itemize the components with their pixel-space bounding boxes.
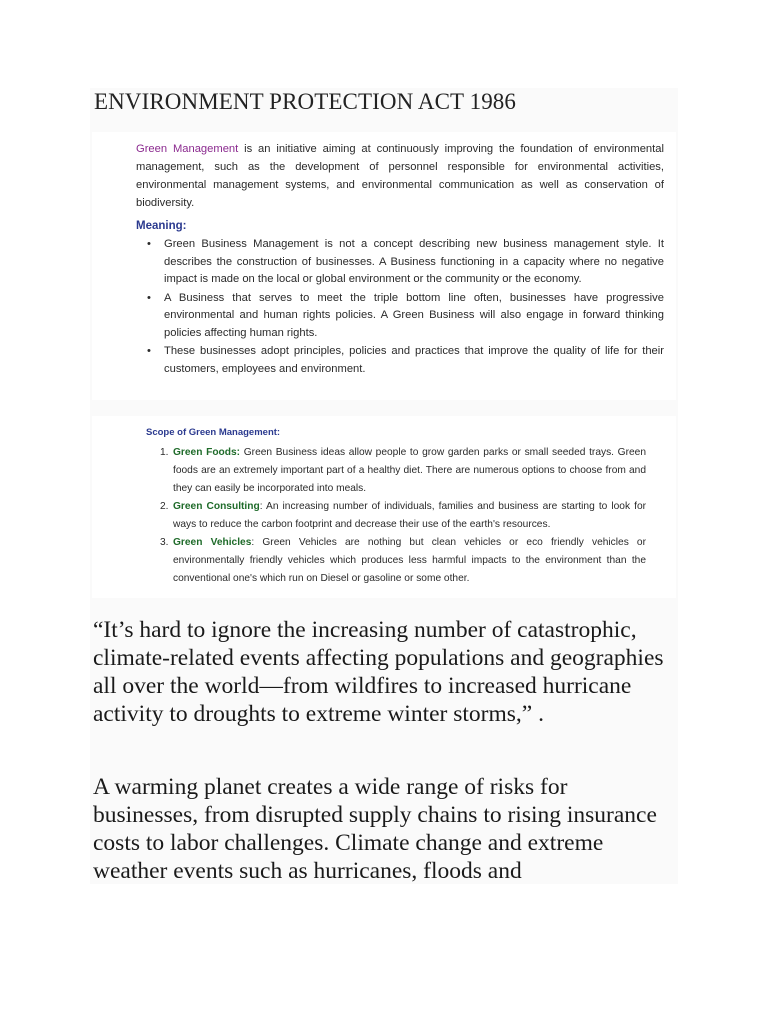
intro-paragraph: [136, 140, 664, 212]
bullet-icon: •: [147, 238, 151, 250]
quote-paragraph: “It’s hard to ignore the increasing number of catastrophic, climate-related events affecting populations and geographies all over the world—from wildfires to increased hurricane activity to droughts to extreme winter storms,” .: [93, 617, 664, 727]
scope-list: [160, 444, 646, 588]
list-number: 2.: [160, 501, 169, 512]
list-item-label: Green Vehicles: [173, 537, 252, 548]
list-item-text: Green Business ideas allow people to grow garden parks or small seeded trays. Green foods are an extremely important part of a healthy diet. There are numerous options to choose from and they can easily be incorporated into meals.: [173, 447, 646, 494]
bullet-icon: •: [147, 345, 151, 357]
list-item: [136, 236, 664, 289]
intro-highlight: Green Management: [136, 143, 239, 155]
meaning-heading: Meaning:: [136, 220, 187, 232]
list-item-text: : Green Vehicles are nothing but clean vehicles or eco friendly vehicles or environmentally friendly vehicles which produces less harmful impacts to the environment than the conventional one's which run on Diesel or gasoline or some other.: [173, 537, 646, 584]
list-item-label: Green Consulting: [173, 501, 260, 512]
list-item: [160, 444, 646, 498]
meaning-list: [136, 236, 664, 379]
list-item-text: : An increasing number of individuals, families and business are starting to look for ways to reduce the carbon footprint and decrease their use of the earth's resources.: [173, 501, 647, 530]
scope-heading: Scope of Green Management:: [146, 427, 281, 438]
list-item-text: A Business that serves to meet the triple bottom line often, businesses have progressive environmental and human rights policies. A Green Business will also engage in forward thinking policies affecting human rights.: [164, 291, 664, 339]
document-page: [90, 88, 678, 884]
list-item-label: Green Foods:: [173, 447, 241, 458]
list-item: [160, 534, 646, 588]
list-number: 1.: [160, 447, 169, 458]
green-management-image: [92, 132, 676, 400]
intro-rest: is an initiative aiming at continuously improving the foundation of environmental management, such as the development of personnel responsible for environmental activities, environmental management systems, and environmental communication as well as conservation of biodiversity.: [136, 143, 664, 209]
page-title: ENVIRONMENT PROTECTION ACT 1986: [94, 89, 517, 114]
bullet-icon: •: [147, 291, 151, 304]
body-paragraph: A warming planet creates a wide range of risks for businesses, from disrupted supply chains to rising insurance costs to labor challenges. Climate change and extreme weather events such as hurricanes, floods and: [93, 774, 657, 884]
list-number: 3.: [160, 537, 169, 548]
list-item: [160, 498, 646, 534]
list-item: [136, 290, 664, 343]
list-item-text: Green Business Management is not a concept describing new business management style. It describes the construction of businesses. A Business functioning in a capacity where no negative impact is made on the local or global environment or the community or the economy.: [164, 238, 664, 285]
list-item-text: These businesses adopt principles, policies and practices that improve the quality of life for their customers, employees and environment.: [164, 345, 664, 375]
list-item: [136, 343, 664, 378]
scope-image: [92, 416, 676, 598]
